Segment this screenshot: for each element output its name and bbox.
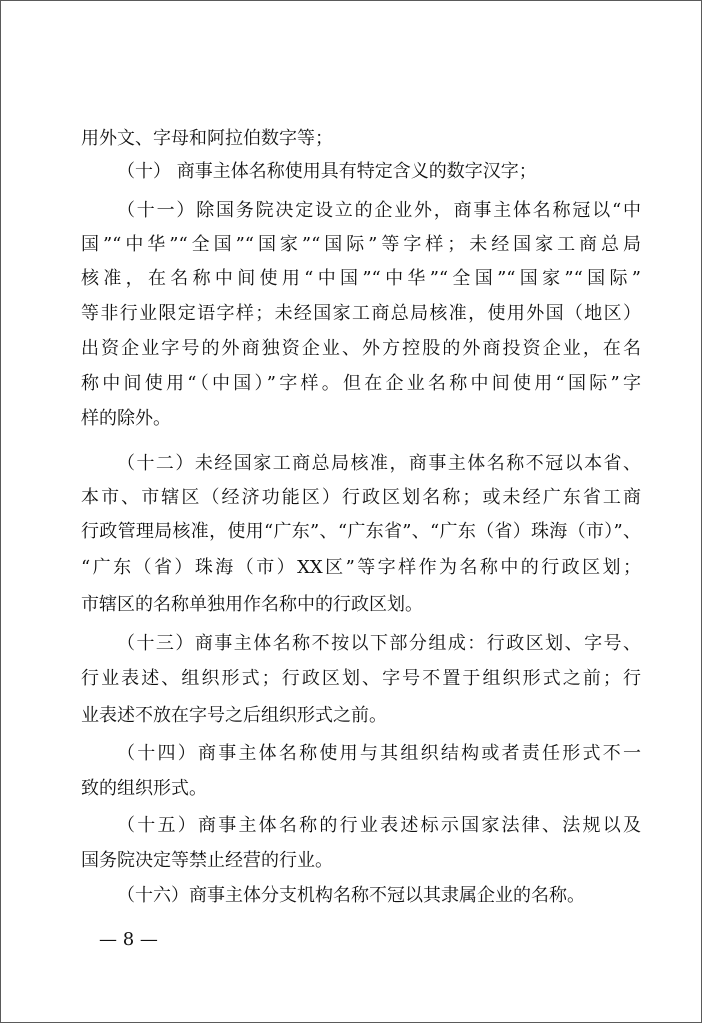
text-line: 出资企业字号的外商独资企业、外方控股的外商投资企业，在名 (81, 338, 641, 359)
text-line: 核准，在名称中间使用“中国”“中华”“全国”“国家”“国际” (81, 268, 641, 289)
text-line: 业表述不放在字号之后组织形式之前。 (81, 705, 387, 726)
text-line: 本市、市辖区（经济功能区）行政区划名称；或未经广东省工商 (81, 487, 641, 508)
text-line: 国”“中华”“全国”“国家”“国际”等字样；未经国家工商总局 (81, 234, 641, 255)
item-11-line: （十一）除国务院决定设立的企业外，商事主体名称冠以“中 (117, 200, 641, 221)
text-line: 致的组织形式。 (81, 778, 207, 799)
text-line: 等非行业限定语字样；未经国家工商总局核准，使用外国（地区） (81, 303, 641, 324)
document-body (1, 1, 701, 1022)
item-15-line: （十五）商事主体名称的行业表述标示国家法律、法规以及 (117, 815, 641, 836)
text-line: 称中间使用“（中国）”字样。但在企业名称中间使用“国际”字 (81, 373, 641, 394)
text-line: 行政管理局核准，使用“广东”、“广东省”、“广东（省）珠海（市）”、 (81, 521, 641, 542)
item-14-line: （十四）商事主体名称使用与其组织结构或者责任形式不一 (117, 743, 641, 764)
text-line: 行业表述、组织形式；行政区划、字号不置于组织形式之前；行 (81, 668, 641, 689)
text-line: 国务院决定等禁止经营的行业。 (81, 850, 333, 871)
item-16-line: （十六）商事主体分支机构名称不冠以其隶属企业的名称。 (117, 885, 585, 906)
item-13-line: （十三）商事主体名称不按以下部分组成：行政区划、字号、 (117, 633, 641, 654)
text-line: “广东（省）珠海（市）XX区”等字样作为名称中的行政区划； (81, 557, 641, 578)
text-line: 市辖区的名称单独用作名称中的行政区划。 (81, 594, 423, 615)
text-line: 用外文、字母和阿拉伯数字等； (81, 128, 333, 149)
page-number: — 8 — (99, 929, 158, 950)
text-line: 样的除外。 (81, 408, 171, 429)
item-12-line: （十二）未经国家工商总局核准，商事主体名称不冠以本省、 (117, 453, 641, 474)
item-10-line: （十） 商事主体名称使用具有特定含义的数字汉字； (117, 161, 537, 182)
